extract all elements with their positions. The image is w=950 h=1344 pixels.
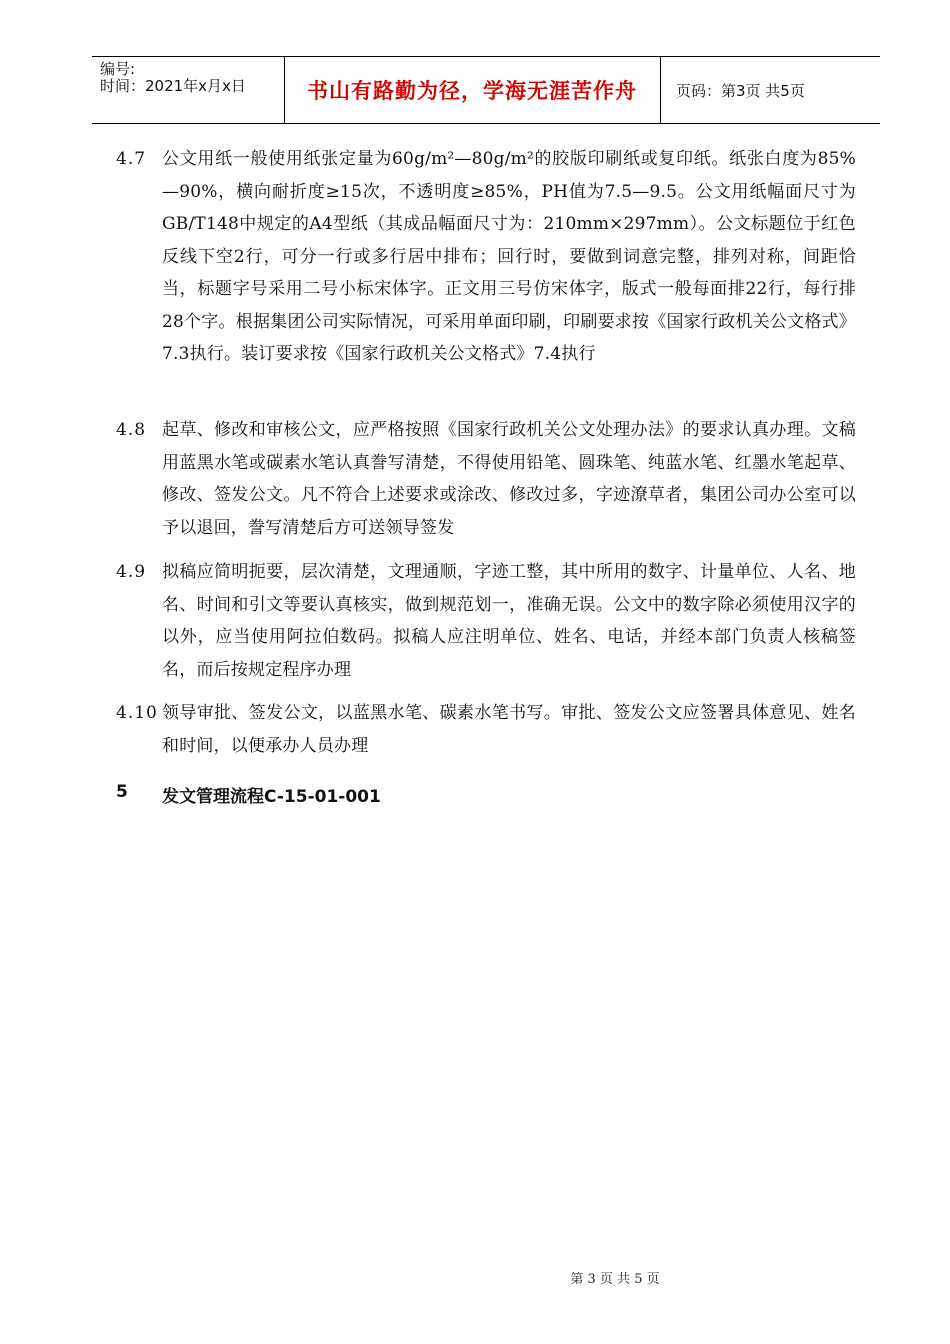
clause-text: 起草、修改和审核公文，应严格按照《国家行政机关公文处理办法》的要求认真办理。文稿用蓝黑水笔或碳素水笔认真誊写清楚，不得使用铅笔、圆珠笔、纯蓝水笔、红墨水笔起草、修改、签发公文。凡不符合上述要求或涂改、修改过多，字迹潦草者，集团公司办公室可以予以退回，誊写清楚后方可送领导签发 — [162, 420, 856, 538]
clause-text: 拟稿应简明扼要，层次清楚，文理通顺，字迹工整，其中所用的数字、计量单位、人名、地名、时间和引文等要认真核实，做到规范划一，准确无误。公文中的数字除必须使用汉字的以外，应当使用阿拉伯数码。拟稿人应注明单位、姓名、电话，并经本部门负责人核稿签名，而后按规定程序办理 — [162, 562, 856, 680]
header-divider — [660, 57, 661, 123]
clause-text: 公文用纸一般使用纸张定量为60g/m²—80g/m²的胶版印刷纸或复印纸。纸张白度为85%—90%，横向耐折度≥15次，不透明度≥85%，PH值为7.5—9.5。公文用纸幅面尺寸为GB/T148中规定的A4型纸（其成品幅面尺寸为：210mm×297mm）。公文标题位于红色反线下空2行，可分一行或多行居中排布；回行时，要做到词意完整，排列对称，间距恰当，标题字号采用二号小标宋体字。正文用三号仿宋体字，版式一般每面排22行，每行排28个字。根据集团公司实际情况，可采用单面印刷，印刷要求按《国家行政机关公文格式》7.3执行。装订要求按《国家行政机关公文格式》7.4执行 — [162, 149, 856, 364]
header-info — [100, 61, 246, 95]
time-label: 时间：2021年x月x日 — [100, 77, 246, 95]
clause-number: 4.7 — [116, 149, 147, 169]
header-motto: 书山有路勤为径，学海无涯苦作舟 — [307, 79, 637, 103]
clause-number: 4.9 — [116, 562, 147, 582]
clause-number: 4.8 — [116, 420, 147, 440]
page-indicator: 页码：第3页 共5页 — [676, 81, 805, 100]
section-number: 5 — [116, 782, 128, 802]
number-label: 编号: — [100, 60, 136, 78]
page-footer: 第 3 页 共 5 页 — [570, 1272, 660, 1287]
clause-text: 领导审批、签发公文，以蓝黑水笔、碳素水笔书写。审批、签发公文应签署具体意见、姓名和时间，以便承办人员办理 — [162, 703, 856, 756]
clause-number: 4.10 — [116, 703, 158, 723]
document-header — [92, 56, 880, 124]
section-title: 发文管理流程C-15-01-001 — [162, 787, 381, 807]
